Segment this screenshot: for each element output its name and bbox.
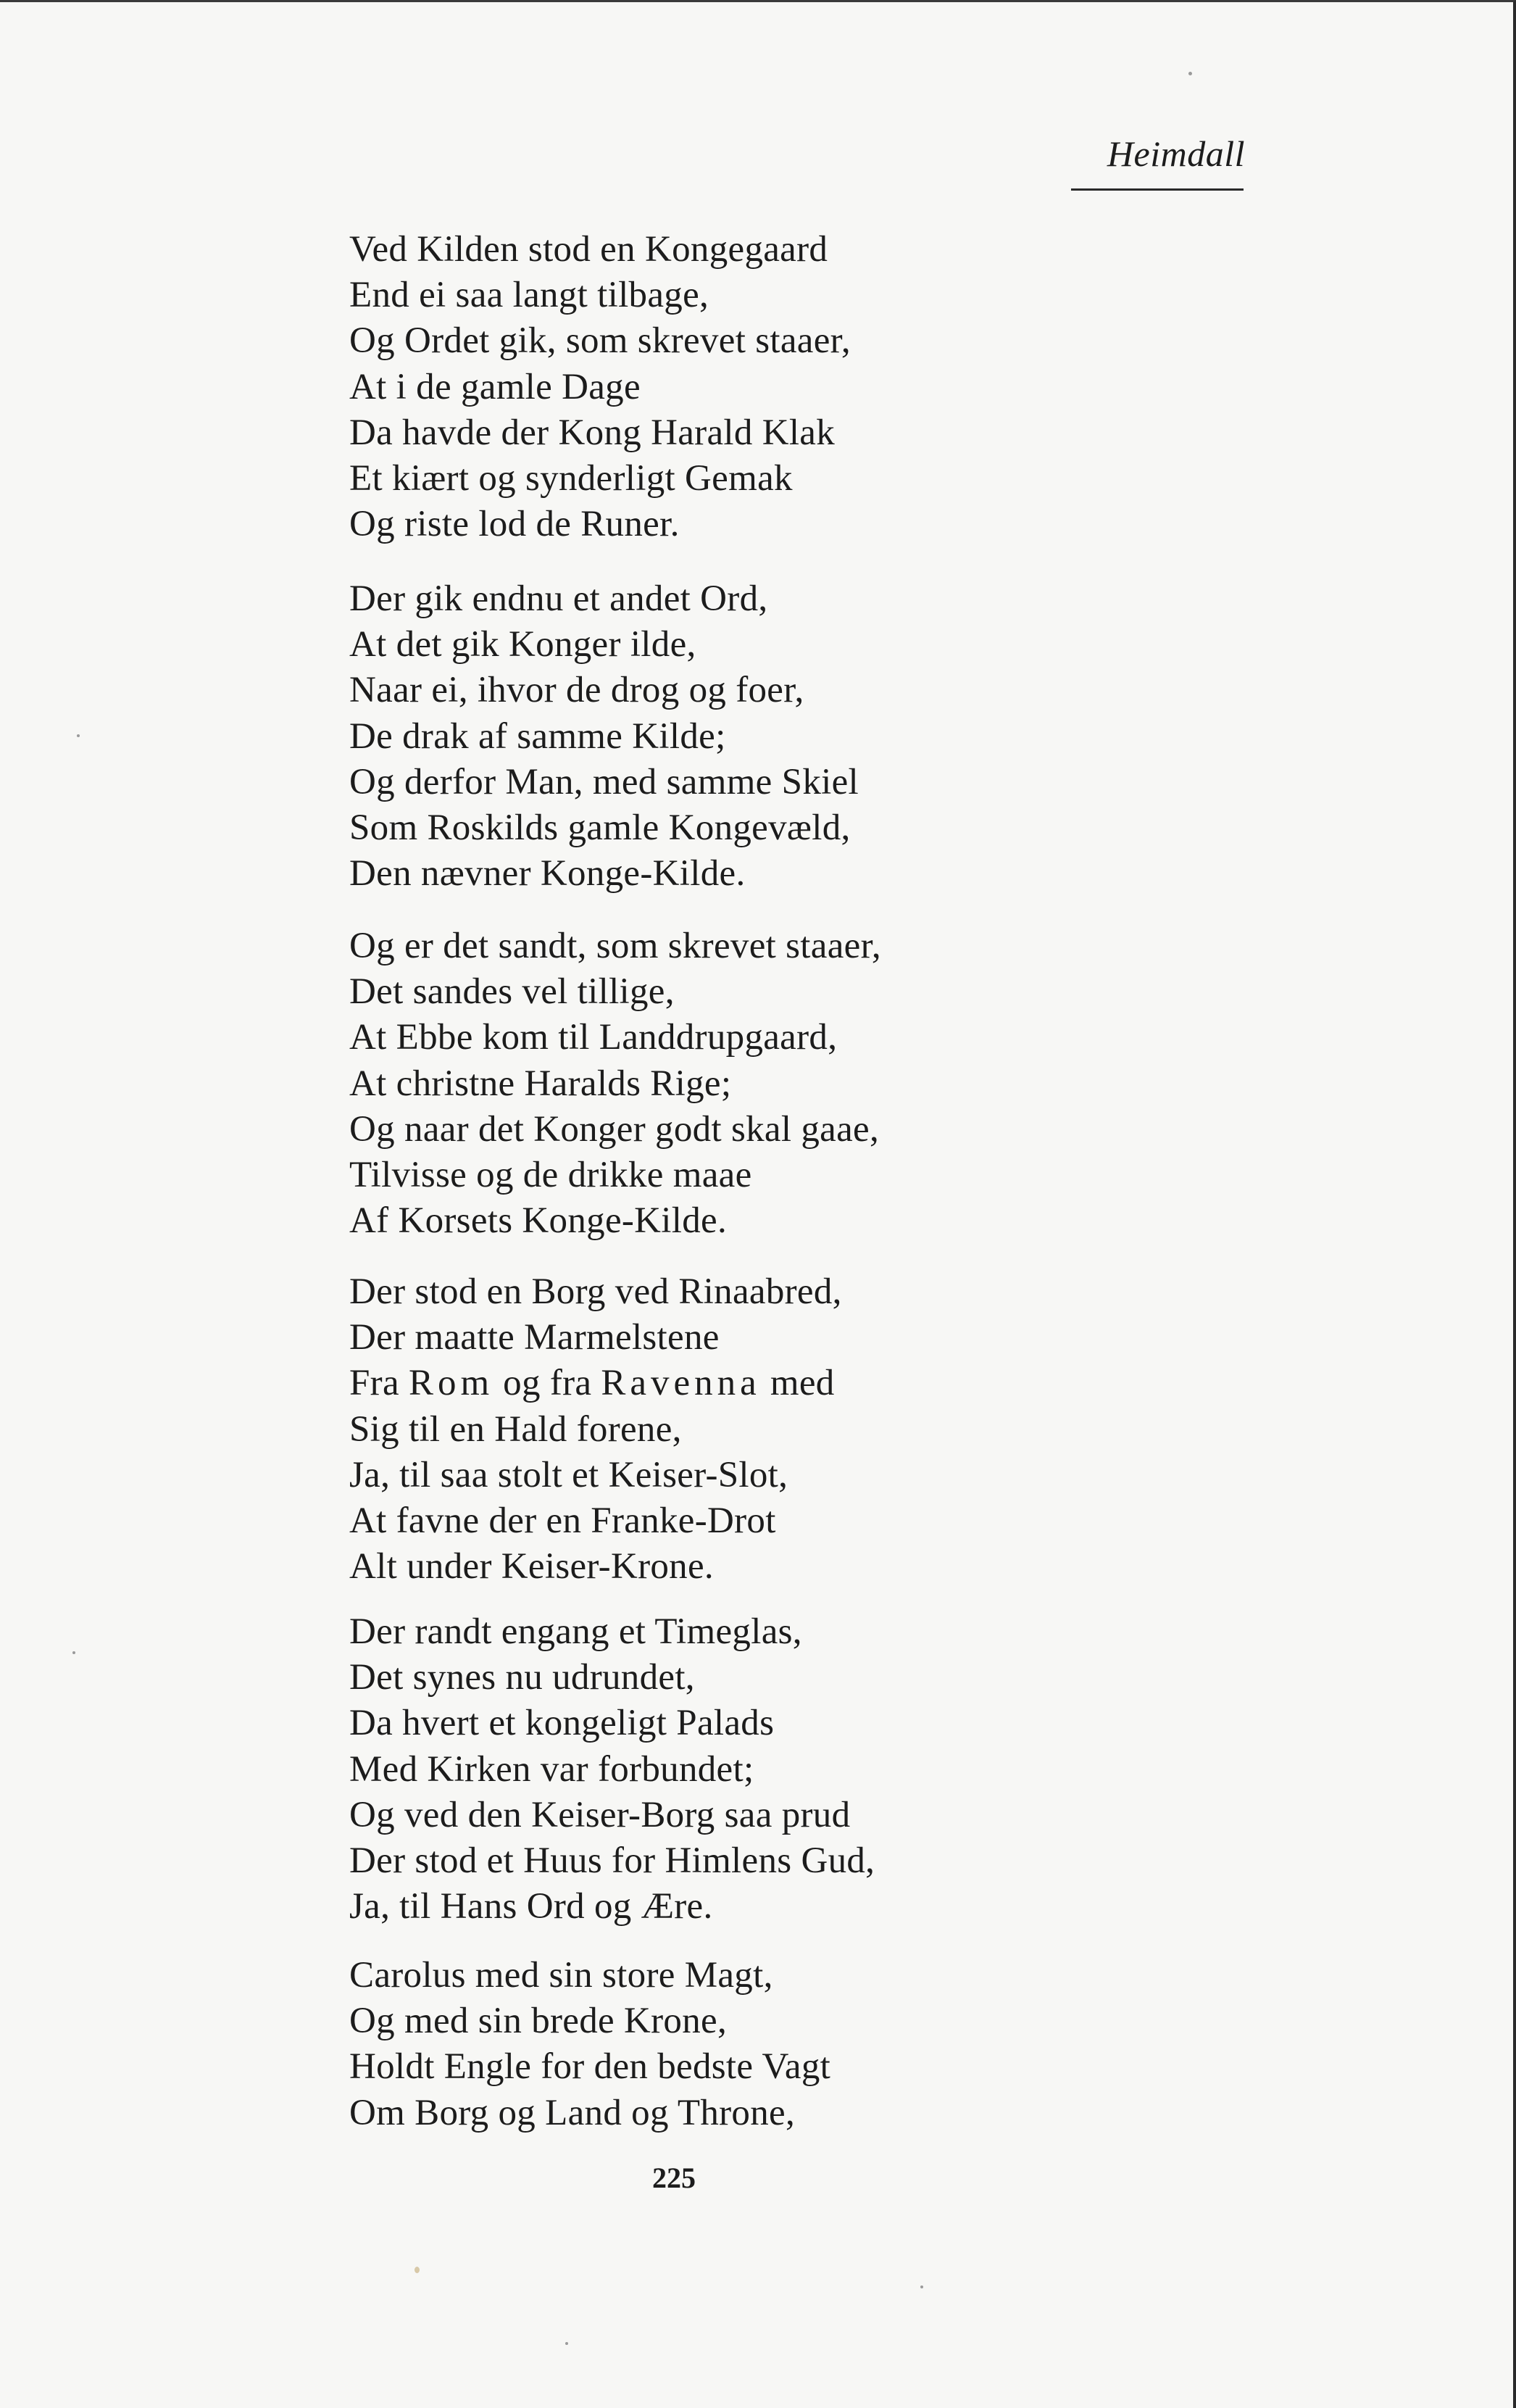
stanza-3 bbox=[349, 923, 1436, 1244]
spaced-word-rom: Rom bbox=[408, 1363, 494, 1404]
stanza-1 bbox=[349, 227, 1436, 547]
paper-speck bbox=[77, 734, 80, 737]
verse-line: Der gik endnu et andet Ord, bbox=[349, 578, 768, 619]
verse-line: At christne Haralds Rige; bbox=[349, 1063, 732, 1104]
verse-line: End ei saa langt tilbage, bbox=[349, 275, 709, 316]
verse-line: Og er det sandt, som skrevet staaer, bbox=[349, 926, 881, 966]
verse-text: og fra bbox=[493, 1363, 601, 1404]
verse-line: Der randt engang et Timeglas, bbox=[349, 1611, 802, 1652]
verse-line: Ja, til Hans Ord og Ære. bbox=[349, 1886, 713, 1927]
verse-line: Ved Kilden stod en Kongegaard bbox=[349, 229, 828, 270]
verse-line: Og naar det Konger godt skal gaae, bbox=[349, 1108, 880, 1150]
stanza-2 bbox=[349, 576, 1436, 897]
verse-line: Carolus med sin store Magt, bbox=[349, 1955, 773, 1996]
verse-line: Ja, til saa stolt et Keiser-Slot, bbox=[349, 1454, 788, 1495]
verse-line: De drak af samme Kilde; bbox=[349, 715, 726, 757]
verse-line-spaced bbox=[349, 1361, 1436, 1406]
verse-line: Og ved den Keiser-Borg saa prud bbox=[349, 1794, 851, 1835]
verse-line: At favne der en Franke-Drot bbox=[349, 1500, 776, 1541]
paper-speck bbox=[920, 2285, 923, 2288]
verse-text: Fra bbox=[349, 1363, 409, 1404]
stanza-4 bbox=[349, 1269, 1436, 1590]
verse-line: At i de gamle Dage bbox=[349, 366, 641, 407]
stanza-5 bbox=[349, 1609, 1436, 1930]
verse-line: Alt under Keiser-Krone. bbox=[349, 1546, 714, 1587]
verse-line: Af Korsets Konge-Kilde. bbox=[349, 1200, 728, 1242]
verse-line: Og derfor Man, med samme Skiel bbox=[349, 761, 859, 802]
verse-line: Da hvert et kongeligt Palads bbox=[349, 1703, 775, 1744]
paper-speck bbox=[415, 2267, 420, 2273]
verse-line: Det sandes vel tillige, bbox=[349, 971, 675, 1013]
verse-line: Holdt Engle for den bedste Vagt bbox=[349, 2046, 831, 2088]
running-head-rule bbox=[1071, 188, 1244, 191]
paper-speck bbox=[565, 2342, 568, 2345]
verse-line: At Ebbe kom til Landdrupgaard, bbox=[349, 1017, 838, 1058]
page-number: 225 bbox=[652, 2162, 696, 2194]
verse-line: Sig til en Hald forene, bbox=[349, 1408, 682, 1450]
verse-line: Som Roskilds gamle Kongevæld, bbox=[349, 807, 851, 848]
verse-line: Og med sin brede Krone, bbox=[349, 2001, 728, 2042]
verse-line: Tilvisse og de drikke maae bbox=[349, 1154, 752, 1195]
verse-line: Den nævner Konge-Kilde. bbox=[349, 853, 746, 894]
spaced-word-ravenna: Ravenna bbox=[601, 1363, 761, 1404]
verse-line: At det gik Konger ilde, bbox=[349, 624, 696, 665]
running-head: Heimdall bbox=[1107, 133, 1245, 174]
verse-line: Om Borg og Land og Throne, bbox=[349, 2092, 796, 2133]
verse-text: med bbox=[760, 1363, 835, 1404]
verse-line: Et kiært og synderligt Gemak bbox=[349, 457, 793, 499]
verse-line: Naar ei, ihvor de drog og foer, bbox=[349, 670, 804, 711]
verse-line: Da havde der Kong Harald Klak bbox=[349, 412, 836, 453]
paper-speck bbox=[72, 1651, 75, 1654]
stanza-6 bbox=[349, 1953, 1436, 2136]
verse-line: Der stod et Huus for Himlens Gud, bbox=[349, 1840, 875, 1881]
verse-line: Og riste lod de Runer. bbox=[349, 504, 680, 545]
verse-line: Det synes nu udrundet, bbox=[349, 1657, 695, 1698]
verse-line: Der maatte Marmelstene bbox=[349, 1317, 720, 1358]
verse-line: Med Kirken var forbundet; bbox=[349, 1748, 754, 1790]
verse-line: Der stod en Borg ved Rinaabred, bbox=[349, 1271, 842, 1312]
verse-line: Og Ordet gik, som skrevet staaer, bbox=[349, 320, 851, 362]
paper-speck bbox=[1188, 72, 1192, 75]
